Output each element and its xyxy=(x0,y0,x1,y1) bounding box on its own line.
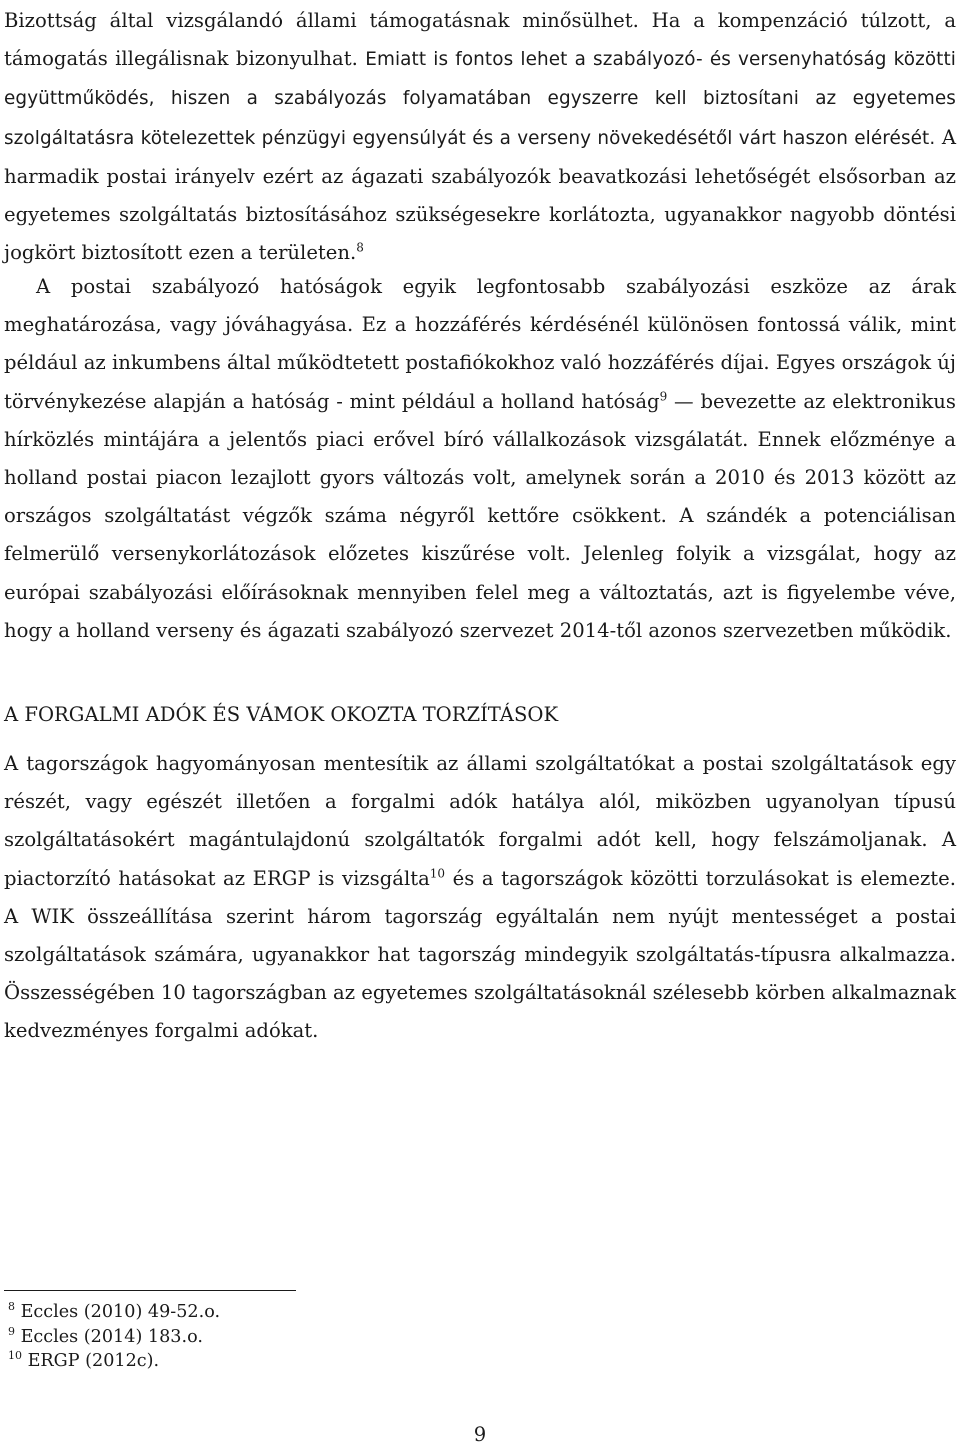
footnote-separator xyxy=(4,1290,296,1291)
footnote-text: Eccles (2010) 49-52.o. xyxy=(20,1302,221,1322)
footnote-10 xyxy=(8,1349,908,1374)
footnote-number: 8 xyxy=(8,1300,15,1314)
paragraph-1 xyxy=(4,2,956,272)
footnotes xyxy=(8,1300,908,1374)
footnote-number: 9 xyxy=(8,1324,15,1338)
paragraph-1-sentence-b: Emiatt is fontos lehet a szabályozó- és versenyhatóság közötti együttműködés, hiszen a szabályozás folyamatában egyszerre kell biztosítani az egyetemes szolgáltatásra kötelezettek pénzügyi egyensúlyát és a verseny növekedésétől várt haszon elérését. xyxy=(4,49,956,149)
paragraph-2-text-b: — bevezette az elektronikus hírközlés mintájára a jelentős piaci erővel bíró vállalkozások vizsgálatát. Ennek előzménye a holland postai piacon lezajlott gyors változás volt, amelynek során a 2010 és 2013 között az országos szolgáltatást végzők száma négyről kettőre csökkent. A szándék a potenciálisan felmerülő versenykorlátozások előzetes kiszűrése volt. Jelenleg folyik a vizsgálat, hogy az európai szabályozási előírásoknak mennyiben felel meg a változtatás, azt is figyelembe véve, hogy a holland verseny és ágazati szabályozó szervezet 2014-től azonos szervezetben működik. xyxy=(4,389,956,642)
paragraph-2 xyxy=(4,268,956,650)
paragraph-1-sentence-c: A harmadik postai irányelv ezért az ágazati szabályozók beavatkozási lehetőségét elsősorban az egyetemes szolgáltatás biztosításához szükségesekre korlátozta, ugyanakkor nagyobb döntési jogkört biztosított ezen a területen. xyxy=(4,125,956,265)
page-number: 9 xyxy=(473,1423,487,1446)
footnote-9 xyxy=(8,1325,908,1350)
footnote-number: 10 xyxy=(8,1349,22,1363)
paragraph-2-text-a: A postai szabályozó hatóságok egyik legfontosabb szabályozási eszköze az árak meghatározása, vagy jóváhagyása. Ez a hozzáférés kérdésénél különösen fontossá válik, mint például az inkumbens által működtetett postafiókokhoz való hozzáférés díjai. Egyes országok új törvénykezése alapján a hatóság - mint például a holland hatóság xyxy=(4,275,956,413)
footnote-text: Eccles (2014) 183.o. xyxy=(20,1326,203,1347)
section-heading: A FORGALMI ADÓK ÉS VÁMOK OKOZTA TORZÍTÁSOK xyxy=(4,703,559,726)
paragraph-3 xyxy=(4,745,956,1051)
footnote-text: ERGP (2012c). xyxy=(27,1351,160,1372)
footnote-ref-9: 9 xyxy=(659,389,668,404)
paragraph-1-sentence-a: Bizottság által vizsgálandó állami támogatásnak minősülhet. Ha a kompenzáció túlzott, a támogatás illegálisnak bizonyulhat. xyxy=(4,9,956,71)
paragraph-3-text-a: A tagországok hagyományosan mentesítik az állami szolgáltatókat a postai szolgáltatások egy részét, vagy egészét illetően a forgalmi adók hatálya alól, miközben ugyanolyan típusú szolgáltatásokért magántulajdonú szolgáltatók forgalmi adót kell, hogy felszámoljanak. A piactorzító hatásokat az ERGP is vizsgálta xyxy=(4,752,956,890)
footnote-8 xyxy=(8,1300,908,1325)
footnote-ref-8: 8 xyxy=(356,240,364,255)
paragraph-3-text-b: és a tagországok közötti torzulásokat is elemezte. A WIK összeállítása szerint három tagország egyáltalán nem nyújt mentességet a postai szolgáltatások számára, ugyanakkor hat tagország mindegyik szolgáltatás-típusra alkalmazza. Összességében 10 tagországban az egyetemes szolgáltatásoknál szélesebb körben alkalmaznak kedvezményes forgalmi adókat. xyxy=(4,866,956,1043)
footnote-ref-10: 10 xyxy=(429,866,446,881)
